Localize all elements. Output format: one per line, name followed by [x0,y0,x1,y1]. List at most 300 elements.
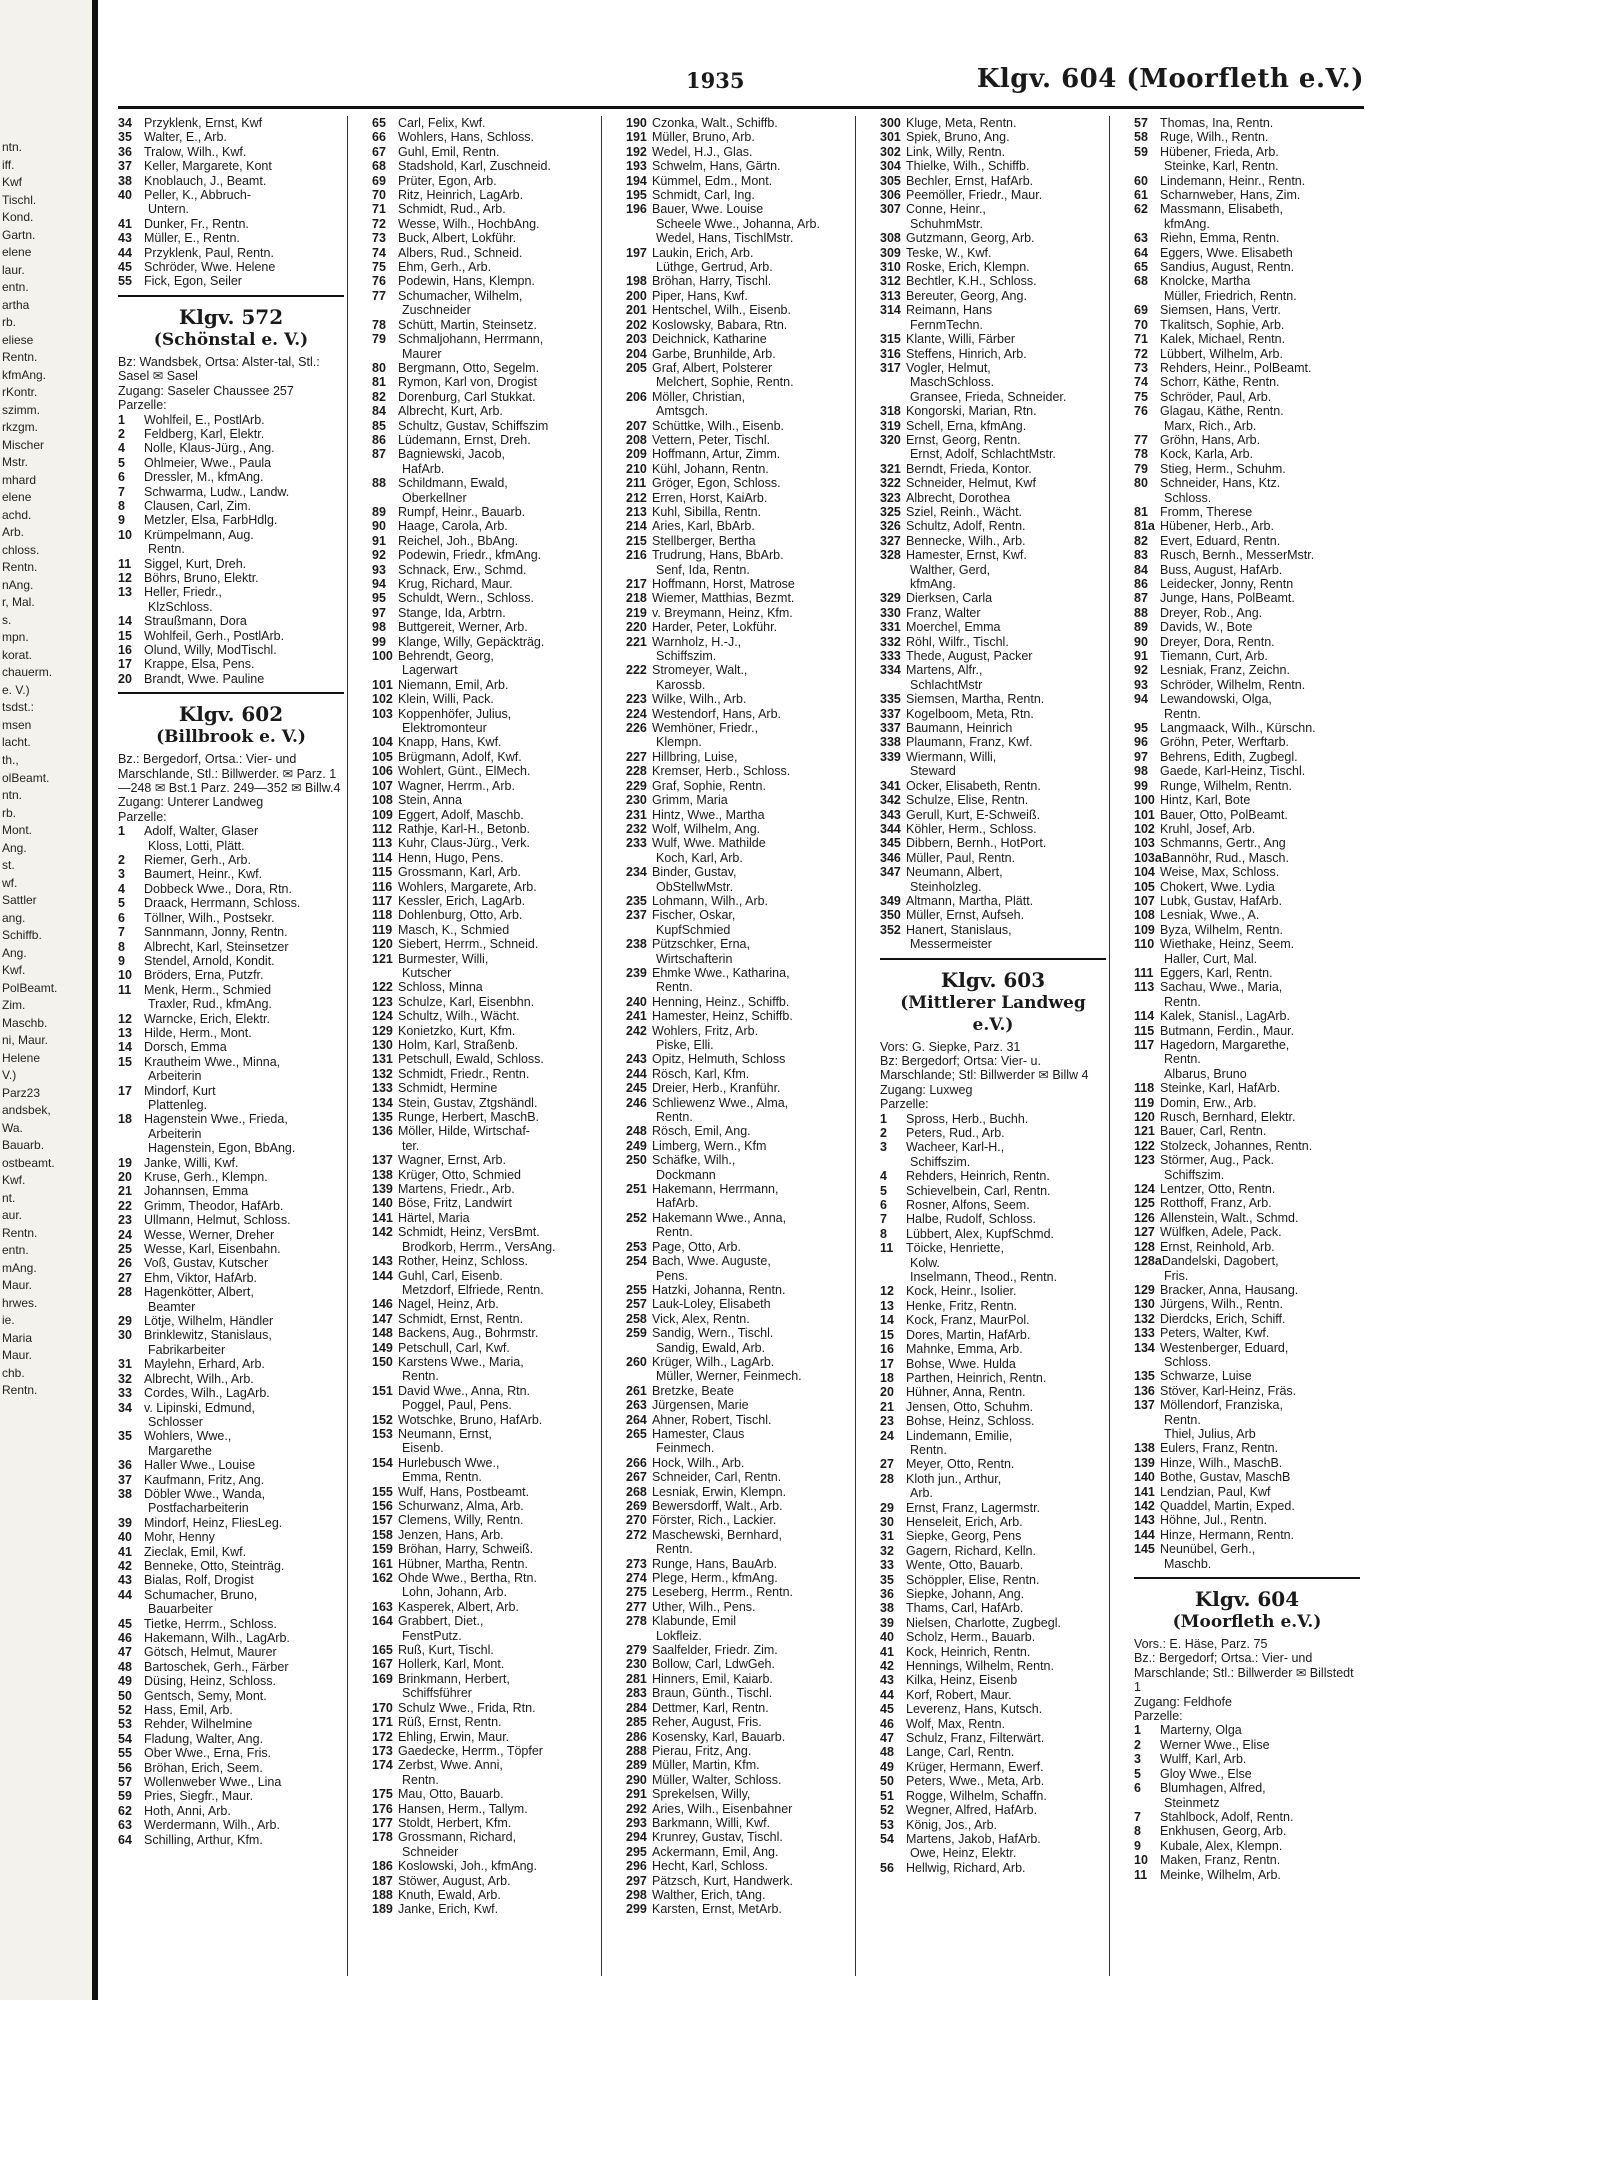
directory-entry [372,1384,598,1398]
tenant-text: Dobbeck Wwe., Dora, Rtn. [144,881,292,896]
directory-entry [626,462,852,476]
parcel-number: 40 [880,1630,894,1645]
directory-entry [372,332,598,346]
directory-entry [118,1328,344,1342]
directory-entry [880,894,1106,908]
parcel-number: 343 [880,807,901,822]
prev-page-fragment: Kond. [2,210,34,225]
section-title: Klgv. 604 [1194,1587,1300,1612]
directory-entry [626,217,852,231]
directory-entry [626,1052,852,1066]
directory-entry [626,1730,852,1744]
parcel-number: 140 [372,1196,393,1211]
section-rule [880,958,1106,960]
tenant-text: Krappe, Elsa, Pens. [144,657,255,672]
directory-entry [1134,721,1360,735]
directory-entry [626,606,852,620]
tenant-text: Cordes, Wilh., LagArb. [144,1386,270,1401]
parcel-number: 279 [626,1643,647,1658]
parcel-number: 31 [118,1357,132,1372]
tenant-text: Koslowsky, Babara, Rtn. [652,317,788,332]
tenant-text: SchlachtMstr [910,677,983,692]
tenant-text: Behrendt, Georg, [398,649,494,664]
directory-entry [1134,1499,1360,1513]
parcel-number: 81 [1134,504,1148,519]
directory-entry [626,980,852,994]
directory-entry [118,217,344,231]
directory-entry [880,1745,1106,1759]
parcel-number: 87 [1134,591,1148,606]
directory-entry [626,1758,852,1772]
directory-entry [880,303,1106,317]
tenant-text: Hass, Emil, Arb. [144,1703,233,1718]
directory-entry [626,1384,852,1398]
section-info: Zugang: Luxweg [880,1082,973,1097]
tenant-text: Emma, Rentn. [402,1470,482,1485]
parcel-number: 274 [626,1571,647,1586]
tenant-text: Lötje, Wilhelm, Händler [144,1314,274,1329]
parcel-number: 56 [118,1760,132,1775]
tenant-text: Fischer, Oskar, [652,908,736,923]
tenant-text: Knoblauch, J., Beamt. [144,173,267,188]
tenant-text: Franz, Walter [906,605,981,620]
parcel-number: 161 [372,1556,393,1571]
directory-entry [1134,577,1360,591]
parcel-number: 293 [626,1815,647,1830]
directory-entry [880,1846,1106,1860]
parcel-number: 5 [118,896,125,911]
directory-entry [880,217,1106,231]
parcel-number: 240 [626,994,647,1009]
directory-entry [626,1542,852,1556]
directory-entry [626,1643,852,1657]
prev-page-fragment: olBeamt. [2,770,50,785]
directory-entry [118,1602,344,1616]
tenant-text: Knuth, Ewald, Arb. [398,1887,501,1902]
prev-page-fragment: Parz23 [2,1085,41,1100]
tenant-text: Lauk-Loley, Elisabeth [652,1297,771,1312]
parcel-number: 143 [372,1254,393,1269]
directory-entry [880,1544,1106,1558]
tenant-text: Haller Wwe., Louise [144,1458,256,1473]
column-2 [372,116,598,1917]
tenant-text: Kubale, Alex, Klempn. [1160,1838,1283,1853]
section-title: Klgv. 603 [940,967,1046,992]
parcel-number: 127 [1134,1225,1155,1240]
tenant-text: Henke, Fritz, Rentn. [906,1298,1018,1313]
directory-entry [880,116,1106,130]
directory-entry [880,865,1106,879]
parcel-number: 1 [880,1111,887,1126]
tenant-text: Kümmel, Edm., Mont. [652,173,773,188]
directory-entry [626,1485,852,1499]
tenant-text: Bauer, Wwe. Louise [652,202,764,217]
tenant-text: Walther, Gerd, [910,562,991,577]
directory-entry [1134,159,1360,173]
parcel-number: 10 [118,527,132,542]
directory-entry [372,1542,598,1556]
directory-entry [1134,1196,1360,1210]
directory-entry [372,476,598,490]
tenant-text: Zerbst, Wwe. Anni, [398,1758,503,1773]
parcel-number: 128 [1134,1239,1155,1254]
directory-entry [118,672,344,686]
parcel-number: 159 [372,1542,393,1557]
tenant-text: Ritz, Heinrich, LagArb. [398,188,524,203]
parcel-number: 2 [1134,1737,1141,1752]
directory-entry [1134,1312,1360,1326]
tenant-text: Rogge, Wilhelm, Schaffn. [906,1788,1047,1803]
directory-entry [372,390,598,404]
tenant-text: Guhl, Carl, Eisenb. [398,1268,503,1283]
directory-entry [626,1585,852,1599]
parcel-number: 124 [372,1009,393,1024]
directory-entry [1134,750,1360,764]
directory-entry [880,750,1106,764]
parcel-number: 317 [880,360,901,375]
parcel-number: 85 [372,418,386,433]
directory-entry [1134,1182,1360,1196]
tenant-text: Dunker, Fr., Rentn. [144,216,249,231]
directory-entry [372,145,598,159]
prev-page-fragment: iff. [2,157,15,172]
parcel-number: 7 [118,925,125,940]
tenant-text: Wohlers, Margarete, Arb. [398,879,537,894]
parcel-number: 211 [626,476,647,491]
directory-entry [626,1571,852,1585]
directory-entry [372,1398,598,1412]
directory-entry [626,620,852,634]
tenant-text: Ernst, Georg, Rentn. [906,432,1021,447]
directory-entry [1134,433,1360,447]
tenant-text: Henseleit, Erich, Arb. [906,1514,1023,1529]
tenant-text: Kock, Franz, MaurPol. [906,1313,1030,1328]
parcel-number: 1 [118,412,125,427]
tenant-text: Page, Otto, Arb. [652,1239,741,1254]
directory-entry [1134,1839,1360,1853]
tenant-text: Riemer, Gerh., Arb. [144,853,251,868]
prev-page-fragment: kfmAng. [2,367,47,382]
tenant-text: Neunübel, Gerh., [1160,1542,1256,1557]
directory-entry [880,390,1106,404]
prev-page-fragment: Mischer [2,437,45,452]
directory-entry [626,692,852,706]
directory-entry [372,1902,598,1916]
parcel-number: 149 [372,1340,393,1355]
prev-page-fragment: th., [2,752,19,767]
parcel-number: 89 [1134,620,1148,635]
tenant-text: Schüttke, Wilh., Eisenb. [652,418,785,433]
tenant-text: Schmidt, Rud., Arb. [398,202,506,217]
tenant-text: Wedel, Hans, TischlMstr. [656,231,794,246]
directory-entry [626,159,852,173]
prev-page-fragment: chauerm. [2,665,53,680]
tenant-text: Domin, Erw., Arb. [1160,1095,1257,1110]
directory-entry [880,1443,1106,1457]
tenant-text: Kolw. [910,1255,940,1270]
parcel-number: 189 [372,1902,393,1917]
directory-entry [118,274,344,288]
tenant-text: Graf, Sophie, Rentn. [652,778,766,793]
tenant-text: Arbeiterin [148,1126,202,1141]
tenant-text: Eggers, Karl, Rentn. [1160,965,1273,980]
directory-entry [626,519,852,533]
directory-entry [1134,1124,1360,1138]
directory-entry [880,447,1106,461]
directory-entry [118,614,344,628]
parcel-number: 59 [118,1789,132,1804]
tenant-text: Rother, Heinz, Schloss. [398,1254,528,1269]
parcel-number: 14 [880,1313,894,1328]
directory-entry [1134,404,1360,418]
parcel-number: 58 [1134,130,1148,145]
directory-entry [118,260,344,274]
parcel-number: 76 [1134,404,1148,419]
prev-page-fragment: Maur. [2,1278,33,1293]
parcel-number: 28 [880,1471,894,1486]
tenant-text: Bracker, Anna, Hausang. [1160,1282,1299,1297]
parcel-number: 8 [880,1226,887,1241]
directory-entry [372,1629,598,1643]
directory-entry [626,1168,852,1182]
directory-entry [372,1528,598,1542]
parcel-number: 278 [626,1614,647,1629]
parcel-number: 16 [118,643,132,657]
tenant-text: Peller, K., Abbruch- [144,188,252,203]
directory-entry [626,707,852,721]
tenant-text: Grabbert, Diet., [398,1614,484,1629]
tenant-text: Krümpelmann, Aug. [144,527,254,542]
directory-entry [1134,1283,1360,1297]
parcel-number: 171 [372,1715,393,1730]
prev-page-fragment: ni, Maur. [2,1033,49,1048]
tenant-text: Petschull, Ewald, Schloss. [398,1052,544,1067]
tenant-text: Spiek, Bruno, Ang. [906,130,1010,145]
directory-entry [1134,952,1360,966]
directory-entry [626,1341,852,1355]
tenant-text: Gröhn, Peter, Werftarb. [1160,735,1289,750]
tenant-text: Ruß, Kurt, Tischl. [398,1643,494,1658]
prev-page-fragment: Arb. [2,525,25,540]
tenant-text: Lesniak, Wwe., A. [1160,908,1260,923]
directory-entry [372,1744,598,1758]
tenant-text: Dockmann [656,1167,716,1182]
directory-entry [1134,1110,1360,1124]
directory-entry [372,822,598,836]
tenant-text: Hellwig, Richard, Arb. [906,1860,1026,1875]
tenant-text: Ehm, Gerh., Arb. [398,260,492,275]
directory-entry [372,1297,598,1311]
parcel-number: 70 [372,188,386,203]
directory-entry [1134,347,1360,361]
directory-entry [1134,375,1360,389]
parcel-number: 137 [1134,1398,1155,1413]
tenant-text: Gröger, Egon, Schloss. [652,476,781,491]
parcel-number: 24 [880,1428,894,1443]
directory-entry [372,361,598,375]
prev-page-fragment: entn. [2,280,29,295]
tenant-text: Wohlers, Hans, Schloss. [398,130,534,145]
parcel-number: 35 [118,130,132,145]
tenant-text: Saalfelder, Friedr. Zim. [652,1643,778,1658]
tenant-text: Buttgereit, Werner, Arb. [398,620,528,635]
prev-page-fragment: hrwes. [2,1295,38,1310]
directory-entry [118,116,344,130]
tenant-text: Schmidt, Ernst, Rentn. [398,1311,524,1326]
tenant-text: Ober Wwe., Erna, Fris. [144,1746,272,1761]
directory-entry [372,937,598,951]
parcel-number: 36 [118,1458,132,1473]
tenant-text: Clausen, Carl, Zim. [144,498,251,513]
tenant-text: Bothe, Gustav, MaschB [1160,1470,1291,1485]
directory-entry [626,735,852,749]
parcel-number: 333 [880,649,901,664]
directory-entry [1134,995,1360,1009]
parcel-number: 81a [1134,519,1155,534]
parcel-number: 119 [372,922,393,937]
directory-entry [1134,865,1360,879]
directory-entry [118,853,344,867]
directory-entry [118,1444,344,1458]
tenant-text: Kuhr, Claus-Jürg., Verk. [398,836,531,851]
tenant-text: Bergmann, Otto, Segelm. [398,360,540,375]
tenant-text: Fromm, Therese [1160,504,1253,519]
parcel-number: 98 [1134,764,1148,779]
parcel-number: 106 [372,764,393,779]
parcel-number: 5 [1134,1766,1141,1781]
directory-entry [118,1372,344,1386]
parcel-number: 88 [1134,605,1148,620]
tenant-text: Piper, Hans, Kwf. [652,288,748,303]
tenant-text: Kühl, Johann, Rentn. [652,461,769,476]
parcel-number: 35 [880,1572,894,1587]
parcel-number: 251 [626,1182,647,1197]
tenant-text: Bauarbeiter [148,1602,213,1617]
directory-entry [1134,707,1360,721]
tenant-text: Ruge, Wilh., Rentn. [1160,130,1269,145]
directory-entry [1134,1024,1360,1038]
tenant-text: Podewin, Hans, Klempn. [398,274,535,289]
directory-entry [118,1285,344,1299]
tenant-text: Gagern, Richard, Kelln. [906,1543,1036,1558]
directory-entry [626,1024,852,1038]
directory-entry [1134,130,1360,144]
tenant-text: Kock, Heinr., Isolier. [906,1284,1017,1299]
parcel-number: 157 [372,1513,393,1528]
tenant-text: Schwarma, Ludw., Landw. [144,484,290,499]
tenant-text: Albrecht, Wilh., Arb. [144,1371,254,1386]
tenant-text: Hübener, Herb., Arb. [1160,519,1274,534]
parcel-number: 306 [880,188,901,203]
directory-entry [880,1601,1106,1615]
parcel-number: 267 [626,1470,647,1485]
tenant-text: Hoffmann, Artur, Zimm. [652,447,781,462]
directory-entry [372,375,598,389]
tenant-text: Haage, Carola, Arb. [398,519,508,534]
tenant-text: Hübener, Frieda, Arb. [1160,144,1279,159]
directory-entry [1134,116,1360,130]
tenant-text: Mindorf, Kurt [144,1083,216,1098]
parcel-number: 1 [1134,1723,1141,1738]
tenant-text: Hoffmann, Horst, Matrose [652,577,795,591]
tenant-text: Grossmann, Richard, [398,1830,517,1845]
parcel-number: 309 [880,245,901,260]
tenant-text: Lindemann, Emilie, [906,1428,1013,1443]
parcel-number: 173 [372,1743,393,1758]
tenant-text: Martens, Alfr., [906,663,983,678]
parcel-number: 9 [1134,1838,1141,1853]
directory-entry [118,1141,344,1155]
tenant-text: Rumpf, Heinr., Bauarb. [398,504,526,519]
tenant-text: Rentn. [910,1442,947,1457]
directory-entry [626,1413,852,1427]
parcel-number: 224 [626,706,647,721]
directory-entry [880,822,1106,836]
tenant-text: Bohse, Wwe. Hulda [906,1356,1016,1371]
directory-entry [118,968,344,982]
directory-entry [626,188,852,202]
directory-entry [372,289,598,303]
directory-entry [372,591,598,605]
parcel-number: 109 [372,807,393,822]
parcel-number: 23 [118,1213,132,1228]
parcel-number: 223 [626,692,647,707]
directory-entry [1134,1441,1360,1455]
parcel-number: 213 [626,504,647,519]
tenant-text: Ernst, Adolf, SchlachtMstr. [910,447,1056,462]
tenant-text: Ernst, Reinhold, Arb. [1160,1239,1275,1254]
tenant-text: Rösch, Karl, Kfm. [652,1066,750,1081]
directory-entry [118,1170,344,1184]
directory-entry [626,1773,852,1787]
parcel-number: 6 [880,1198,887,1213]
tenant-text: Schneider, Carl, Rentn. [652,1470,782,1485]
tenant-text: HafArb. [402,461,445,476]
parcel-number: 65 [1134,260,1148,275]
prev-page-fragment: Mont. [2,823,33,838]
prev-page-fragment: tsdst.: [2,700,35,715]
tenant-text: Ohlmeier, Wwe., Paula [144,455,272,470]
tenant-text: Amtsgch. [656,404,709,419]
parcel-number: 301 [880,130,901,145]
tenant-text: Werner Wwe., Elise [1160,1737,1270,1752]
directory-entry [118,1026,344,1040]
tenant-text: Runge, Herbert, MaschB. [398,1110,540,1125]
tenant-text: Köhler, Herm., Schloss. [906,821,1037,836]
parcel-number: 155 [372,1484,393,1499]
directory-entry [372,836,598,850]
tenant-text: Gaede, Karl-Heinz, Tischl. [1160,764,1306,779]
tenant-text: Albrecht, Kurt, Arb. [398,404,503,419]
column-divider [347,116,348,1976]
directory-entry [372,1283,598,1297]
parcel-number: 126 [1134,1210,1155,1225]
parcel-number: 288 [626,1743,647,1758]
parcel-number: 241 [626,1009,647,1024]
parcel-number: 339 [880,749,901,764]
parcel-number: 52 [880,1803,894,1818]
parcel-number: 77 [372,288,386,303]
directory-entry [118,1256,344,1270]
directory-entry [880,159,1106,173]
directory-entry [118,1789,344,1803]
directory-entry [626,764,852,778]
directory-entry [880,1587,1106,1601]
tenant-text: Baumann, Heinrich [906,721,1013,736]
directory-entry [1134,1723,1360,1737]
parcel-number: 193 [626,159,647,174]
tenant-text: Hinze, Wilh., MaschB. [1160,1455,1283,1470]
